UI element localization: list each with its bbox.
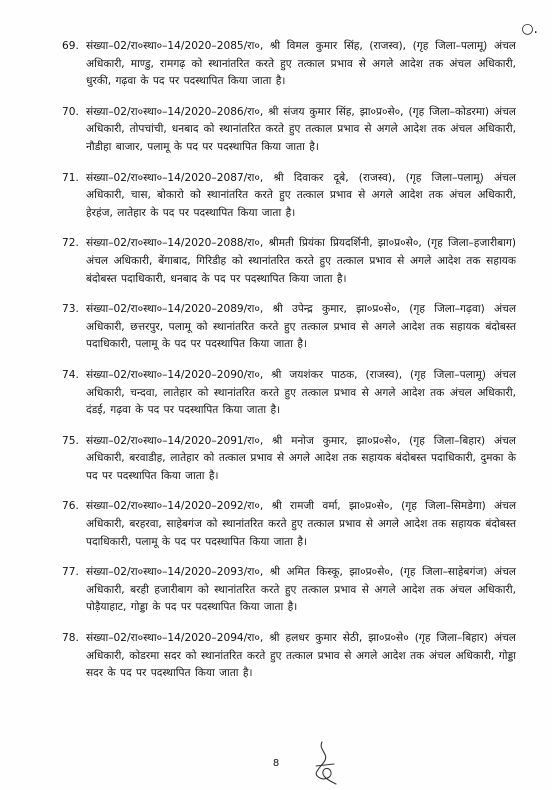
entry-text: संख्या–02/रा०स्था०–14/2020–2092/रा०, श्री रामजी वर्मा, झा०प्र०से०, (गृह जिला–सिमडेगा) अंचल अधिकारी, बरहरवा, साहेबगंज को स्थानांतरित करते हुए तत्काल प्रभाव से अगले आदेश तक सहायक बंदोबस्त पदाधिकारी, पलामू के पद पर पदस्थापित किया जाता है। [86, 500, 516, 548]
entry-number: 77. [62, 566, 79, 579]
order-entry-72 [62, 235, 516, 288]
entry-number: 73. [62, 303, 79, 316]
order-entry-74 [62, 367, 516, 420]
page-number: 8 [272, 758, 280, 769]
order-entry-70 [62, 104, 516, 157]
entry-text: संख्या–02/रा०स्था०–14/2020–2094/रा०, श्री हलधर कुमार सेठी, झा०प्र०से० (गृह जिला–बिहार) अंचल अधिकारी, कोडरमा सदर को स्थानांतरित करते हुए तत्काल प्रभाव से अगले आदेश तक अंचल अधिकारी, गोड्डा सदर के पद पर पदस्थापित किया जाता है। [86, 632, 516, 680]
entry-number: 69. [62, 40, 79, 52]
entry-number: 76. [62, 500, 79, 513]
signature-icon [308, 740, 342, 786]
entry-text: संख्या–02/रा०स्था०–14/2020–2085/रा०, श्री विमल कुमार सिंह, (राजस्व), (गृह जिला–पलामू) अंचल अधिकारी, माण्डु, रामगढ़ को स्थानांतरित करते हुए तत्काल प्रभाव से अगले आदेश तक अंचल अधिकारी, धुरकी, गढ़वा के पद पर पदस्थापित किया जाता है। [86, 40, 516, 88]
corner-mark: ○. [521, 21, 538, 37]
entry-text: संख्या–02/रा०स्था०–14/2020–2089/रा०, श्री उपेन्द्र कुमार, झा०प्र०से०, (गृह जिला–गढ़वा) अंचल अधिकारी, छत्तरपुर, पलामू को स्थानांतरित करते हुए तत्काल प्रभाव से अगले आदेश तक सहायक बंदोबस्त पदाधिकारी, पलामू के पद पर पदस्थापित किया जाता है। [86, 303, 516, 351]
entry-number: 71. [62, 171, 79, 184]
entry-text: संख्या–02/रा०स्था०–14/2020–2087/रा०, श्री दिवाकर दूबे, (राजस्व), (गृह जिला–पलामू) अंचल अधिकारी, चास, बोकारो को स्थानांतरित करते हुए तत्काल प्रभाव से अगले आदेश तक अंचल अधिकारी, हेरहंज, लातेहार के पद पर पदस्थापित किया जाता है। [86, 171, 516, 219]
entry-number: 75. [62, 434, 79, 447]
entry-number: 74. [62, 368, 79, 381]
order-entry-76 [62, 498, 516, 551]
entry-text: संख्या–02/रा०स्था०–14/2020–2091/रा०, श्री मनोज कुमार, झा०प्र०से०, (गृह जिला–बिहार) अंचल अधिकारी, बरवाडीह, लातेहार को तत्काल प्रभाव से अगले आदेश तक सहायक बंदोबस्त पदाधिकारी, दुमका के पद पर पदस्थापित किया जाता है। [86, 434, 516, 482]
entry-number: 78. [62, 632, 79, 645]
entry-number: 72. [62, 237, 79, 250]
order-entries-list [62, 38, 516, 696]
order-entry-77 [62, 564, 516, 617]
order-entry-78 [62, 630, 516, 683]
entry-number: 70. [62, 105, 79, 118]
order-entry-69 [62, 38, 516, 91]
entry-text: संख्या–02/रा०स्था०–14/2020–2090/रा०, श्री जयशंकर पाठक, (राजस्व), (गृह जिला–पलामू) अंचल अधिकारी, चन्दवा, लातेहार को स्थानांतरित करते हुए तत्काल प्रभाव से अगले आदेश तक अंचल अधिकारी, दंडई, गढ़वा के पद पर पदस्थापित किया जाता है। [86, 368, 516, 417]
entry-text: संख्या–02/रा०स्था०–14/2020–2086/रा०, श्री संजय कुमार सिंह, झा०प्र०से०, (गृह जिला–कोडरमा) अंचल अधिकारी, तोपचांची, धनबाद को स्थानांतरित करते हुए तत्काल प्रभाव से अगले आदेश तक अंचल अधिकारी, नौडीहा बाजार, पलामू के पद पर पदस्थापित किया जाता है। [86, 105, 516, 153]
entry-text: संख्या–02/रा०स्था०–14/2020–2088/रा०, श्रीमती प्रियंका प्रियदर्शिनी, झा०प्र०से०, (गृह जिला–हजारीबाग) अंचल अधिकारी, बेंगाबाद, गिरिडीह को स्थानांतरित करते हुए तत्काल प्रभाव से अगले आदेश तक सहायक बंदोबस्त पदाधिकारी, धनबाद के पद पर पदस्थापित किया जाता है। [86, 237, 516, 285]
order-entry-75 [62, 433, 516, 486]
order-entry-71 [62, 170, 516, 223]
entry-text: संख्या–02/रा०स्था०–14/2020–2093/रा०, श्री अमित किस्कू, झा०प्र०से०, (गृह जिला–साहेबगंज) अंचल अधिकारी, बरही हजारीबाग को स्थानांतरित करते हुए तत्काल प्रभाव से अगले आदेश तक अंचल अधिकारी, पोड़ैयाहाट, गोड्डा के पद पर पदस्थापित किया जाता है। [86, 566, 516, 614]
order-entry-73 [62, 301, 516, 354]
